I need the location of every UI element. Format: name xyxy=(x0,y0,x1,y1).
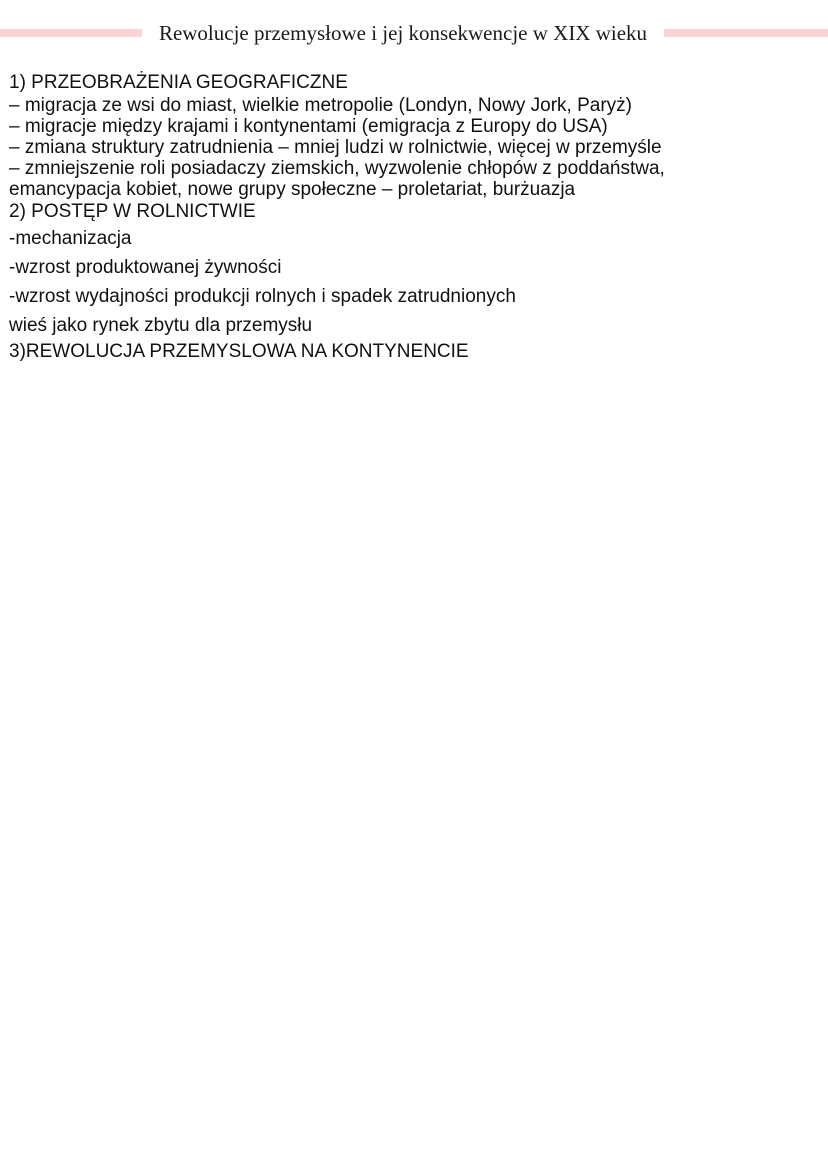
section-2-item: -mechanizacja xyxy=(9,228,132,249)
section-1-item-continuation: emancypacja kobiet, nowe grupy społeczne – proletariat, burżuazja xyxy=(9,179,576,200)
section-1-item: – migracja ze wsi do miast, wielkie metropolie (Londyn, Nowy Jork, Paryż) xyxy=(9,95,632,116)
header-rule-left xyxy=(0,29,142,37)
section-1-heading: 1) PRZEOBRAŻENIA GEOGRAFICZNE xyxy=(9,72,348,93)
section-1-item: – zmniejszenie roli posiadaczy ziemskich, wyzwolenie chłopów z poddaństwa, xyxy=(9,158,665,179)
section-2-item: -wzrost wydajności produkcji rolnych i spadek zatrudnionych xyxy=(9,286,516,307)
page-header xyxy=(0,18,828,48)
section-1-item: – zmiana struktury zatrudnienia – mniej ludzi w rolnictwie, więcej w przemyśle xyxy=(9,137,662,158)
document-body xyxy=(9,71,821,364)
section-2-item: -wzrost produktowanej żywności xyxy=(9,257,282,278)
section-2-item: wieś jako rynek zbytu dla przemysłu xyxy=(9,315,313,336)
header-rule-right xyxy=(664,29,828,37)
section-3-heading: 3)REWOLUCJA PRZEMYSLOWA NA KONTYNENCIE xyxy=(9,341,469,362)
section-2-heading: 2) POSTĘP W ROLNICTWIE xyxy=(9,201,256,222)
section-1-item: – migracje między krajami i kontynentami (emigracja z Europy do USA) xyxy=(9,116,608,137)
page-title: Rewolucje przemysłowe i jej konsekwencje w XIX wieku xyxy=(142,18,664,48)
